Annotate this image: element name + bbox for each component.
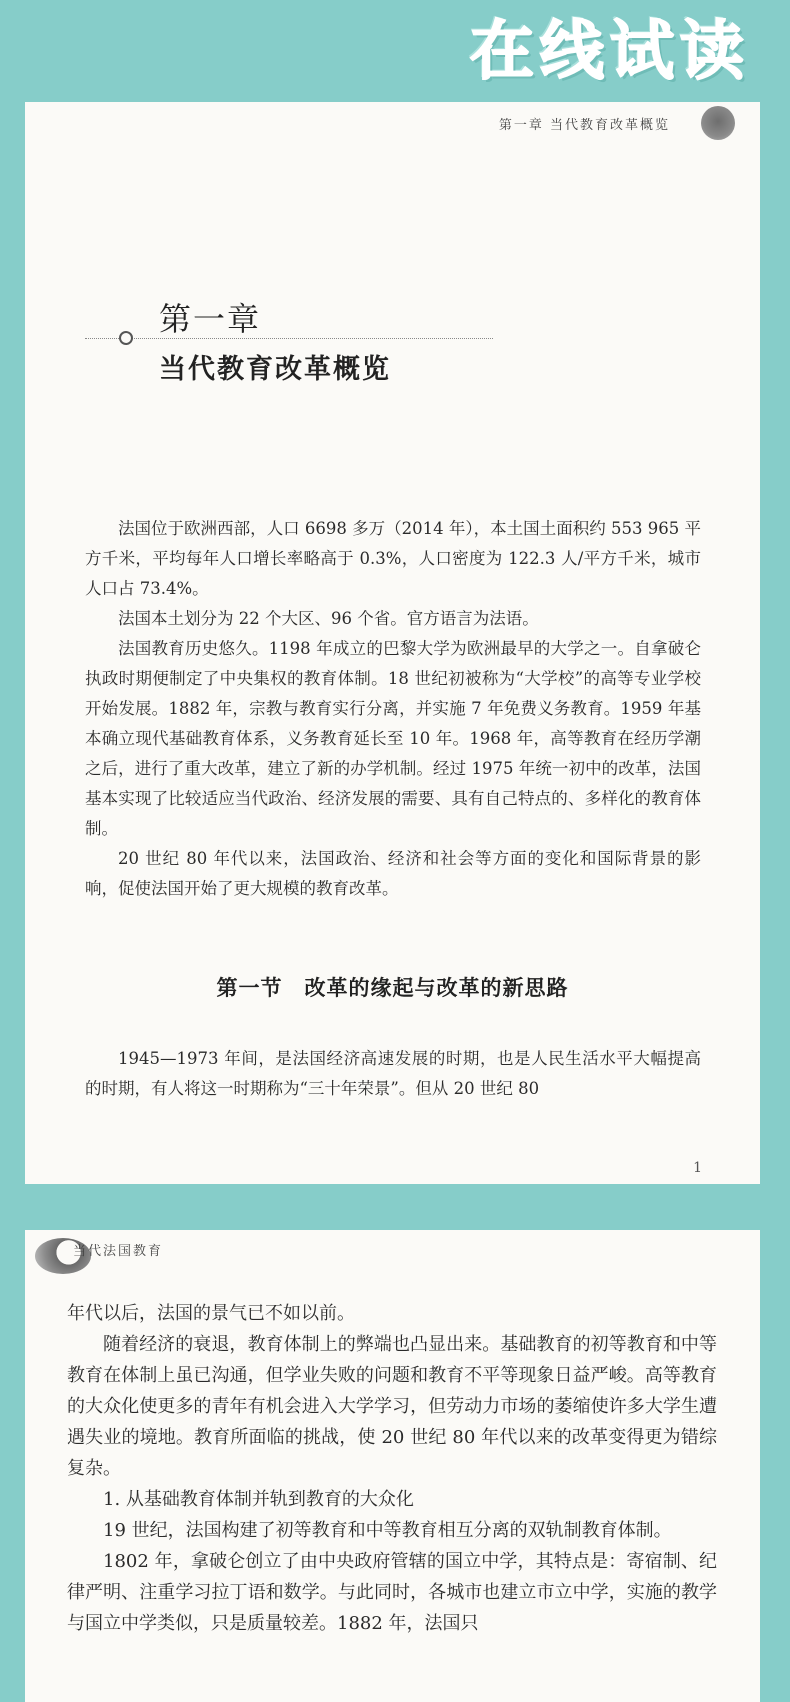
page-text — [67, 1298, 717, 1639]
paragraph: 法国位于欧洲西部，人口 6698 多万（2014 年），本土国土面积约 553 965 平方千米，平均每年人口增长率略高于 0.3%，人口密度为 122.3 人/平方千米，城市人口占 73.4%。 — [85, 519, 701, 598]
paragraph: 年代以后，法国的景气已不如以前。 — [67, 1303, 355, 1324]
section-text — [85, 1044, 701, 1104]
book-page-2 — [25, 1230, 760, 1702]
paragraph: 法国本土划分为 22 个大区、96 个省。官方语言为法语。 — [118, 609, 539, 628]
paragraph: 19 世纪，法国构建了初等教育和中等教育相互分离的双轨制教育体制。 — [103, 1520, 672, 1541]
chapter-intro-text — [85, 514, 701, 904]
header-ornament-icon — [701, 106, 735, 140]
book-page-1 — [25, 102, 760, 1184]
chapter-title: 当代教育改革概览 — [159, 354, 391, 385]
running-head: 当代法国教育 — [73, 1244, 164, 1259]
page-number: 1 — [693, 1160, 702, 1176]
paragraph: 20 世纪 80 年代以来，法国政治、经济和社会等方面的变化和国际背景的影响，促使法国开始了更大规模的教育改革。 — [85, 849, 701, 898]
paragraph: 法国教育历史悠久。1198 年成立的巴黎大学为欧洲最早的大学之一。自拿破仑执政时期便制定了中央集权的教育体制。18 世纪初被称为“大学校”的高等专业学校开始发展。1882 年，宗教与教育实行分离，并实施 7 年免费义务教育。1959 年基本确立现代基础教育体系，义务教育延长至 10 年。1968 年，高等教育在经历学潮之后，进行了重大改革，建立了新的办学机制。经过 1975 年统一初中的改革，法国基本实现了比较适应当代政治、经济发展的需要、具有自己特点的、多样化的教育体制。 — [85, 639, 701, 838]
chapter-bullet-icon — [119, 331, 133, 345]
paragraph: 1945—1973 年间，是法国经济高速发展的时期，也是人民生活水平大幅提高的时期，有人将这一时期称为“三十年荣景”。但从 20 世纪 80 — [85, 1049, 701, 1098]
running-head: 第一章 当代教育改革概览 — [498, 118, 670, 133]
paragraph: 1. 从基础教育体制并轨到教育的大众化 — [103, 1489, 414, 1510]
paragraph: 1802 年，拿破仑创立了由中央政府管辖的国立中学，其特点是：寄宿制、纪律严明、注重学习拉丁语和数学。与此同时，各城市也建立市立中学，实施的教学与国立中学类似，只是质量较差。1882 年，法国只 — [67, 1551, 717, 1634]
paragraph: 随着经济的衰退，教育体制上的弊端也凸显出来。基础教育的初等教育和中等教育在体制上虽已沟通，但学业失败的问题和教育不平等现象日益严峻。高等教育的大众化使更多的青年有机会进入大学学习，但劳动力市场的萎缩使许多大学生遭遇失业的境地。教育所面临的挑战，使 20 世纪 80 年代以来的改革变得更为错综复杂。 — [67, 1334, 717, 1479]
chapter-number: 第一章 — [159, 300, 262, 338]
chapter-divider — [85, 338, 493, 339]
online-preview-banner: 在线试读 — [470, 15, 750, 89]
section-title: 第一节 改革的缘起与改革的新思路 — [216, 976, 569, 1000]
